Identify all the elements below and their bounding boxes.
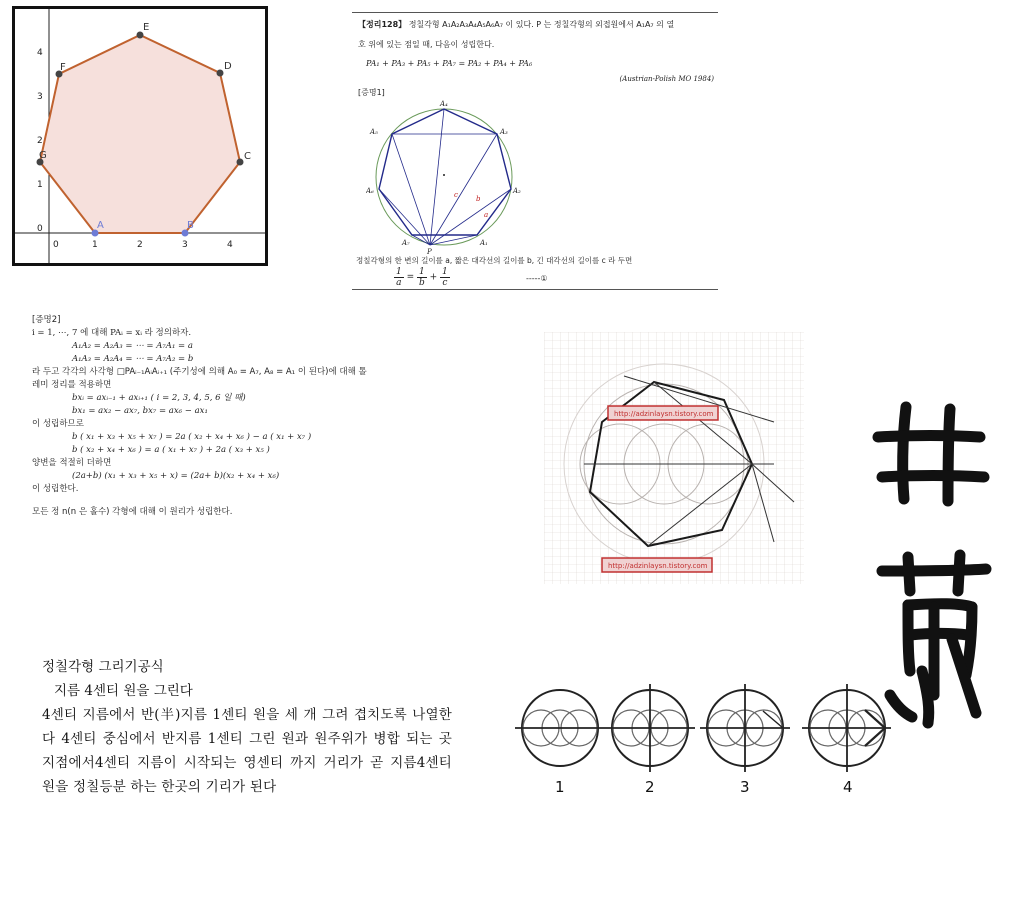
proof2-line: b ( x₂ + x₄ + x₆ ) = a ( x₁ + x₇ ) + 2a ( x₃ + x₅ ) (72, 445, 270, 455)
vertex-a4: A₄ (440, 100, 448, 108)
step-label-1: 1 (555, 778, 565, 796)
grid-construction-drawing (544, 332, 804, 584)
y-tick-2: 2 (37, 136, 43, 146)
step-2-figure (605, 684, 695, 772)
proof2-line: 레미 정리를 적용하면 (32, 380, 112, 390)
vertex-a7: A₁ (480, 239, 488, 247)
circle-steps-panel (515, 680, 895, 800)
proof2-line: 모든 정 n(n 은 홀수) 각형에 대해 이 원리가 성립한다. (32, 507, 233, 517)
step-3-figure (700, 684, 790, 772)
proof2-line: bxᵢ = axᵢ₋₁ + axᵢ₊₁ ( i = 2, 3, 4, 5, 6 일 때) (72, 393, 246, 403)
step-1-figure (515, 690, 605, 766)
grid-construction-panel (544, 332, 804, 584)
proof2-line: bx₁ = ax₂ − ax₇, bx₇ = ax₆ − ax₁ (72, 406, 208, 416)
watermark-text-bottom: http://adzinlaysn.tistory.com (608, 562, 708, 570)
step-label-3: 3 (740, 778, 750, 796)
label-c: C (244, 151, 251, 162)
proof2-line: (2a+b) (x₁ + x₃ + x₅ + x) = (2a+ b)(x₂ + x₄ + x₆) (72, 471, 280, 481)
y-tick-3: 3 (37, 92, 43, 102)
y-tick-0: 0 (37, 224, 43, 234)
proof2-title: [증명2] (32, 315, 61, 325)
theorem-label: 【정리128】 (358, 20, 407, 29)
proof1-label: [증명1] (358, 88, 385, 97)
proof1-note: 정칠각형의 한 변의 길이를 a, 짧은 대각선의 길이를 b, 긴 대각선의 길이를 c 라 두면 (356, 256, 633, 265)
side-label-b: b (476, 195, 481, 203)
side-label-a: a (484, 211, 489, 219)
center-point (443, 174, 445, 176)
proof2-line: i = 1, ⋯, 7 에 대해 PAᵢ = xᵢ 라 정의하자. (32, 328, 192, 338)
x-tick-2: 2 (137, 240, 143, 250)
theorem-formula: PA₁ + PA₃ + PA₅ + PA₇ = PA₂ + PA₄ + PA₆ (366, 59, 533, 68)
proof2-panel (32, 314, 452, 584)
proof2-line: 양변을 적절히 더하면 (32, 458, 112, 468)
point-c[interactable] (237, 159, 244, 166)
y-tick-4: 4 (37, 48, 43, 58)
point-d[interactable] (217, 70, 224, 77)
vertex-a5: A₃ (500, 128, 508, 136)
theorem-panel (352, 12, 718, 290)
label-f: F (60, 62, 66, 73)
label-e: E (143, 22, 150, 33)
label-b: B (187, 220, 194, 231)
vertex-a1: A₇ (402, 239, 410, 247)
step-label-2: 2 (645, 778, 655, 796)
vertex-p: P (427, 248, 432, 256)
theorem-statement-line2: 호 위에 있는 점일 때, 다음이 성립한다. (358, 40, 495, 49)
side-label-c: c (454, 191, 458, 199)
proof2-line: b ( x₁ + x₃ + x₅ + x₇ ) = 2a ( x₂ + x₄ + x₆ ) − a ( x₁ + x₇ ) (72, 432, 312, 442)
circle-steps-drawing (515, 680, 895, 800)
heptagon-drawing-instructions (42, 655, 452, 799)
instructions-subtitle: 지름 4센티 원을 그린다 (54, 683, 193, 699)
proof2-line: A₁A₃ = A₂A₄ = ⋯ = A₇A₂ = b (72, 354, 194, 364)
diagonal-lines (379, 109, 511, 245)
grid-background (544, 332, 804, 584)
x-tick-3: 3 (182, 240, 188, 250)
label-a: A (97, 220, 104, 231)
equation-tag: -----① (526, 274, 548, 283)
instructions-title: 정칠각형 그리기공식 (42, 659, 164, 675)
theorem-source: (Austrian-Polish MO 1984) (619, 75, 714, 83)
proof2-line: 라 두고 각각의 사각형 □PAᵢ₋₁AᵢAᵢ₊₁ (주기성에 의해 A₀ = A₇, A₈ = A₁ 이 된다)에 대해 톨 (32, 367, 367, 377)
proof1-equation: $\frac{1}{a}$ = $\frac{1}{b}$ + $\frac{1}{c}$ (396, 267, 448, 288)
circumcircle (376, 109, 512, 245)
x-tick-0: 0 (53, 240, 59, 250)
y-tick-1: 1 (37, 180, 43, 190)
proof2-line: A₁A₂ = A₂A₃ = ⋯ = A₇A₁ = a (72, 341, 193, 351)
theorem-statement-line1 (358, 19, 716, 30)
vertex-a2: A₆ (366, 187, 374, 195)
watermark-text-top: http://adzinlaysn.tistory.com (614, 410, 714, 418)
instructions-body: 4센티 지름에서 반(半)지름 1센티 원을 세 개 그려 겹치도록 나열한다 4센티 중심에서 반지름 1센티 그린 원과 원주위가 병합 되는 곳 지점에서4센티 지름이 시작되는 영센티 까지 거리가 곧 지름4센티 원을 정칠등분 하는 한곳의 기리가 된다 (42, 707, 452, 795)
x-tick-1: 1 (92, 240, 98, 250)
heptagon-circle-diagram (366, 97, 526, 257)
theorem-statement-text: 정칠각형 A₁A₂A₃A₄A₅A₆A₇ 이 있다. P 는 정칠각형의 외접원에서 A₁A₇ 의 열 (408, 20, 675, 29)
label-d: D (224, 61, 232, 72)
heptagon-plot (15, 9, 265, 263)
vertex-a3: A₅ (370, 128, 378, 136)
proof2-line: 이 성립한다. (32, 484, 79, 494)
step-4-figure (802, 684, 891, 772)
label-g: G (39, 150, 47, 161)
geogebra-heptagon-panel (12, 6, 268, 266)
vertex-a6: A₂ (513, 187, 521, 195)
x-tick-4: 4 (227, 240, 233, 250)
step-label-4: 4 (843, 778, 853, 796)
proof2-line: 이 성립하므로 (32, 419, 84, 429)
heptagon-shape (40, 35, 240, 233)
